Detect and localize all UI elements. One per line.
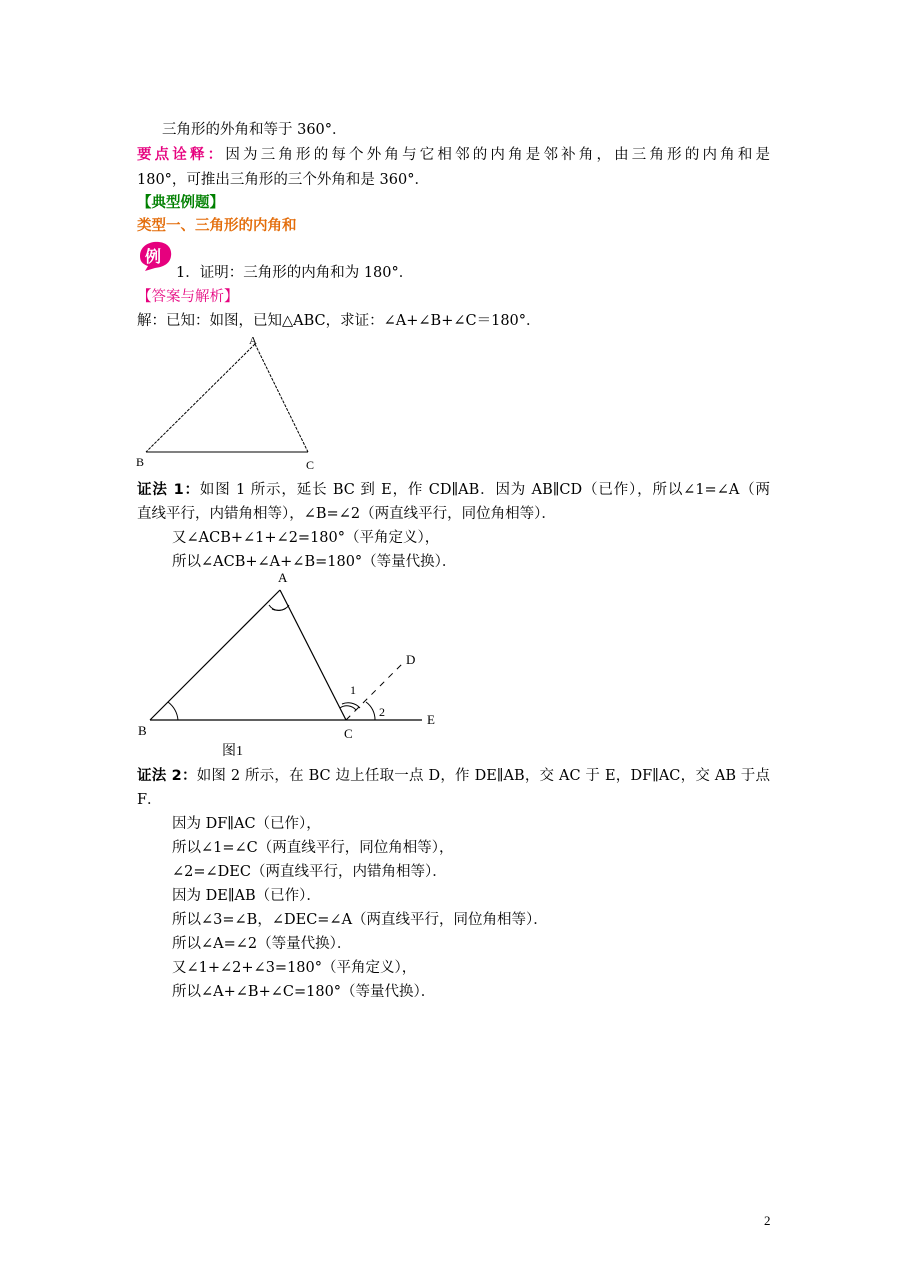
- text-line: 所以∠3=∠B，∠DEC=∠A（两直线平行，同位角相等）．: [172, 912, 548, 928]
- fig1-angle-1: 1: [350, 683, 356, 697]
- proof-1-label: 证法 1：: [137, 482, 200, 498]
- proof-2-text: 如图 2 所示，在 BC 边上任取一点 D，作 DE∥AB，交 AC 于 E，DF∥AC，交 AB 于点: [196, 768, 770, 784]
- text-line: 所以∠ACB+∠A+∠B=180°（等量代换）．: [172, 554, 457, 570]
- proof-2-label: 证法 2：: [137, 768, 197, 784]
- text-line: 又∠ACB+∠1+∠2=180°（平角定义），: [172, 530, 440, 546]
- key-point-text: 因为三角形的每个外角与它相邻的内角是邻补角，由三角形的内角和是: [225, 147, 770, 163]
- page-number: 2: [764, 1213, 771, 1228]
- fig1-label-c: C: [344, 726, 353, 741]
- text-line: 因为 DE∥AB（已作）．: [172, 888, 321, 904]
- triangle-figure: [130, 330, 330, 475]
- fig1-angle-2: 2: [379, 705, 385, 719]
- example-question: 1．证明：三角形的内角和为 180°．: [176, 265, 414, 281]
- proof-1-text: 如图 1 所示，延长 BC 到 E，作 CD∥AB．因为 AB∥CD（已作），所以∠1=∠A（两: [199, 482, 771, 498]
- label-b: B: [136, 455, 145, 469]
- text-line: ∠2=∠DEC（两直线平行，内错角相等）．: [172, 864, 447, 880]
- fig1-label-d: D: [406, 652, 416, 667]
- type-heading: 类型一、三角形的内角和: [137, 218, 297, 234]
- fig1-label-e: E: [427, 712, 435, 727]
- fig1-caption: 图1: [222, 744, 243, 759]
- label-c: C: [306, 458, 315, 472]
- text-line: 直线平行，内错角相等），∠B=∠2（两直线平行，同位角相等）．: [137, 506, 556, 522]
- key-point-line: [137, 145, 770, 165]
- key-point-label: 要点诠释：: [137, 147, 226, 163]
- answer-heading: 【答案与解析】: [137, 289, 239, 305]
- text-line: F．: [137, 792, 162, 808]
- proof-2-line: [137, 766, 770, 786]
- text-line: 因为 DF∥AC（已作），: [172, 816, 321, 832]
- text-line: 180°，可推出三角形的三个外角和是 360°．: [137, 172, 429, 188]
- text-line: 所以∠1=∠C（两直线平行，同位角相等），: [172, 840, 454, 856]
- text-line: 所以∠A+∠B+∠C=180°（等量代换）．: [172, 984, 436, 1000]
- text-line: 所以∠A=∠2（等量代换）．: [172, 936, 352, 952]
- solution-intro: 解：已知：如图，已知△ABC，求证：∠A+∠B+∠C＝180°．: [137, 313, 541, 329]
- text-line: 三角形的外角和等于 360°．: [162, 122, 347, 138]
- fig1-label-b: B: [138, 723, 147, 738]
- fig1-label-a: A: [278, 570, 288, 585]
- text-line: 又∠1+∠2+∠3=180°（平角定义），: [172, 960, 417, 976]
- section-heading: 【典型例题】: [137, 195, 224, 211]
- figure-1: [130, 568, 450, 763]
- example-badge-icon: [137, 240, 173, 272]
- proof-1-line: [137, 480, 770, 500]
- example-badge-text: 例: [145, 247, 162, 266]
- label-a: A: [249, 335, 257, 347]
